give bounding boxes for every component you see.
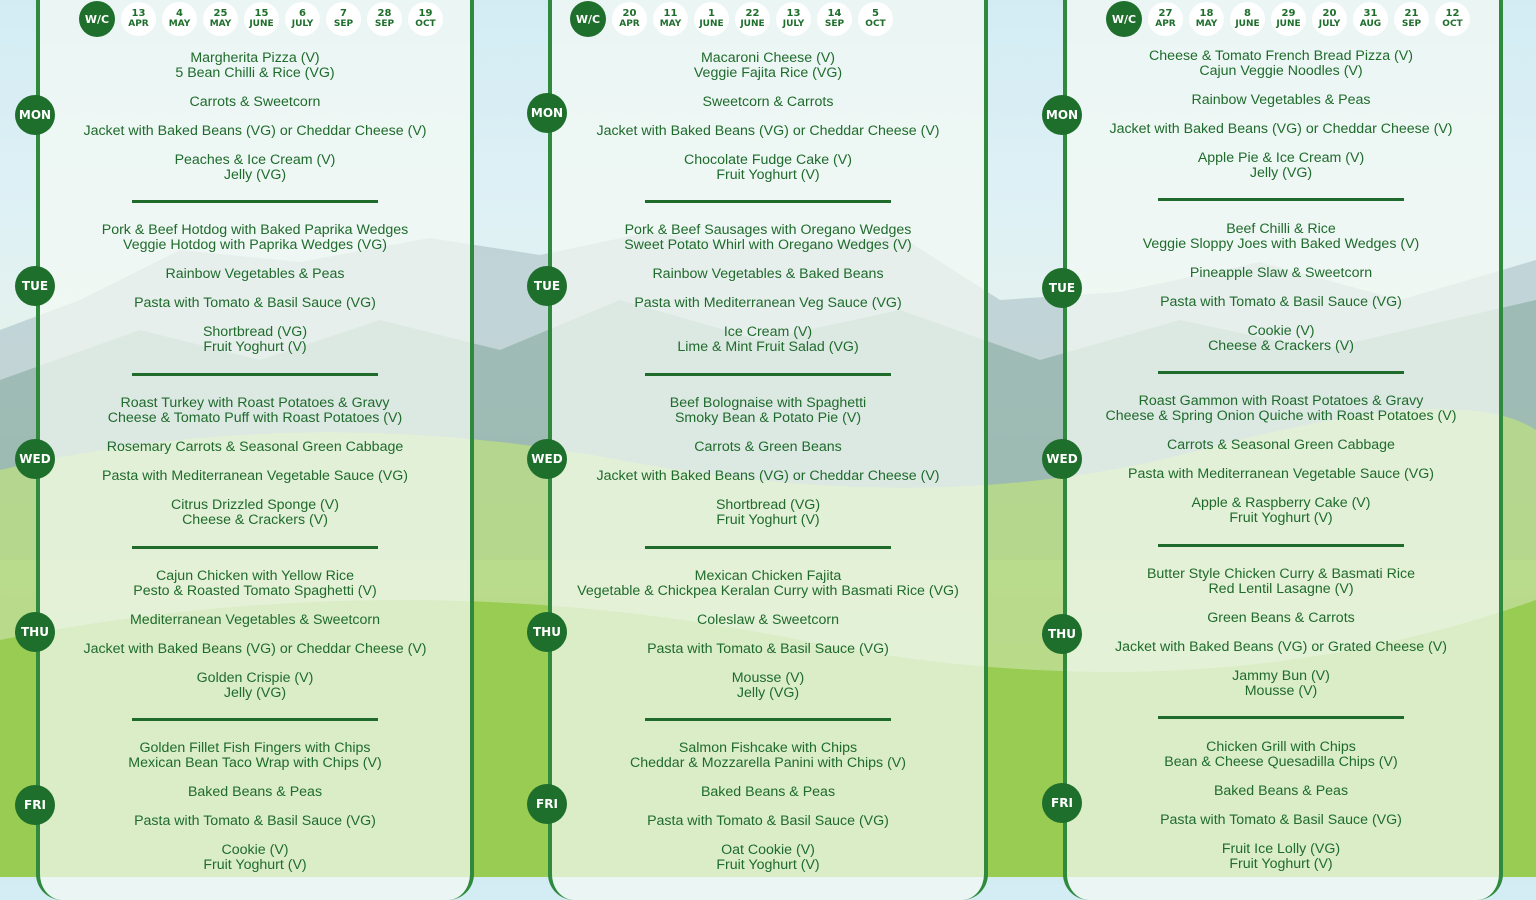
menu-item: Jelly (VG)	[223, 167, 287, 183]
menu-item: Oat Cookie (V)	[721, 842, 815, 858]
menu-item: Baked Beans & Peas	[1213, 783, 1349, 799]
menu-day-mon	[567, 51, 969, 183]
menu-item: Apple & Raspberry Cake (V)	[1191, 495, 1371, 511]
week-date	[694, 2, 729, 36]
divider	[132, 718, 378, 721]
menu-item: Shortbread (VG)	[715, 497, 821, 513]
menu-item: Jacket with Baked Beans (VG) or Cheddar Cheese (V)	[83, 123, 427, 139]
week-date	[203, 2, 238, 36]
menu-item: Bean & Cheese Quesadilla Chips (V)	[1164, 754, 1398, 770]
menu-item: Fruit Yoghurt (V)	[716, 512, 820, 528]
date-month: JULY	[782, 19, 805, 29]
menu-item: Cajun Veggie Noodles (V)	[1199, 63, 1363, 79]
menu-item: Pineapple Slaw & Sweetcorn	[1189, 265, 1373, 281]
week-commencing-row-1	[79, 1, 449, 37]
menu-item: Pasta with Tomato & Basil Sauce (VG)	[134, 295, 376, 311]
menu-item: Coleslaw & Sweetcorn	[697, 612, 839, 628]
date-month: SEP	[374, 19, 395, 29]
date-day: 25	[213, 8, 228, 19]
divider	[1158, 716, 1404, 719]
date-day: 11	[663, 8, 678, 19]
menu-day-mon	[60, 51, 450, 183]
date-day: 6	[299, 8, 306, 19]
menu-item: 5 Bean Chilli & Rice (VG)	[175, 65, 335, 81]
menu-item: Shortbread (VG)	[202, 324, 308, 340]
day-badge-wed: WED	[1042, 439, 1082, 479]
date-day: 13	[131, 8, 146, 19]
menu-item: Margherita Pizza (V)	[190, 50, 320, 66]
menu-item: Lime & Mint Fruit Salad (VG)	[677, 339, 859, 355]
menu-item: Pasta with Mediterranean Veg Sauce (VG)	[634, 295, 902, 311]
week-date	[367, 2, 402, 36]
menu-item: Cookie (V)	[221, 842, 289, 858]
menu-item: Sweetcorn & Carrots	[702, 94, 834, 110]
date-day: 15	[254, 8, 269, 19]
menu-item: Pasta with Mediterranean Vegetable Sauce (VG)	[1128, 466, 1434, 482]
week-date	[1394, 2, 1429, 36]
menu-item: Chocolate Fudge Cake (V)	[684, 152, 852, 168]
week-date	[858, 2, 893, 36]
day-badge-thu: THU	[1042, 614, 1082, 654]
divider	[645, 718, 891, 721]
menu-item: Jacket with Baked Beans (VG) or Cheddar Cheese (V)	[1109, 121, 1453, 137]
menu-item: Jammy Bun (V)	[1232, 668, 1330, 684]
menu-item: Pasta with Tomato & Basil Sauce (VG)	[134, 813, 376, 829]
menu-item: Pesto & Roasted Tomato Spaghetti (V)	[133, 583, 377, 599]
week-date	[1148, 2, 1183, 36]
menu-day-fri	[1081, 740, 1481, 872]
date-month: JULY	[1318, 19, 1341, 29]
menu-item: Veggie Sloppy Joes with Baked Wedges (V)	[1142, 236, 1420, 252]
date-day: 29	[1281, 8, 1296, 19]
day-badge-wed: WED	[15, 439, 55, 479]
menu-day-thu	[567, 569, 969, 701]
day-badge-wed: WED	[527, 439, 567, 479]
day-badge-fri: FRI	[15, 785, 55, 825]
date-month: APR	[619, 19, 640, 29]
menu-item: Cheddar & Mozzarella Panini with Chips (V)	[630, 755, 906, 771]
week-date	[1312, 2, 1347, 36]
menu-day-wed	[1081, 394, 1481, 526]
divider	[1158, 371, 1404, 374]
menu-day-wed	[567, 396, 969, 528]
date-month: APR	[128, 19, 149, 29]
menu-item: Baked Beans & Peas	[700, 784, 836, 800]
menu-day-tue	[1081, 222, 1481, 354]
menu-item: Sweet Potato Whirl with Oregano Wedges (V)	[624, 237, 912, 253]
week-date	[326, 2, 361, 36]
divider	[132, 546, 378, 549]
date-month: AUG	[1359, 19, 1382, 29]
menu-item: Rainbow Vegetables & Peas	[165, 266, 345, 282]
menu-item: Citrus Drizzled Sponge (V)	[171, 497, 339, 513]
day-badge-thu: THU	[15, 612, 55, 652]
menu-item: Jacket with Baked Beans (VG) or Cheddar Cheese (V)	[596, 123, 940, 139]
date-day: 28	[377, 8, 392, 19]
date-month: MAY	[209, 19, 232, 29]
menu-item: Chicken Grill with Chips	[1206, 739, 1356, 755]
menu-item: Jelly (VG)	[736, 685, 800, 701]
week-date	[285, 2, 320, 36]
date-month: JUNE	[740, 19, 765, 29]
date-day: 13	[786, 8, 801, 19]
menu-item: Salmon Fishcake with Chips	[678, 740, 858, 756]
week-date	[1353, 2, 1388, 36]
week-commencing-row-3	[1106, 1, 1476, 37]
date-month: SEP	[1401, 19, 1422, 29]
menu-item: Baked Beans & Peas	[187, 784, 323, 800]
date-day: 27	[1158, 8, 1173, 19]
week-date	[1230, 2, 1265, 36]
menu-day-tue	[567, 223, 969, 355]
menu-day-wed	[60, 396, 450, 528]
menu-item: Fruit Yoghurt (V)	[203, 339, 307, 355]
menu-item: Veggie Fajita Rice (VG)	[693, 65, 843, 81]
date-day: 8	[1244, 8, 1251, 19]
date-month: JUNE	[1276, 19, 1301, 29]
date-month: SEP	[333, 19, 354, 29]
date-month: MAY	[168, 19, 191, 29]
day-badge-mon: MON	[15, 95, 55, 135]
menu-item: Red Lentil Lasagne (V)	[1208, 581, 1354, 597]
week-date	[735, 2, 770, 36]
menu-item: Jacket with Baked Beans (VG) or Grated Cheese (V)	[1115, 639, 1447, 655]
date-day: 22	[745, 8, 760, 19]
menu-item: Peaches & Ice Cream (V)	[174, 152, 336, 168]
divider	[1158, 198, 1404, 201]
day-badge-fri: FRI	[1042, 783, 1082, 823]
date-day: 12	[1445, 8, 1460, 19]
date-month: OCT	[865, 19, 886, 29]
menu-item: Cajun Chicken with Yellow Rice	[156, 568, 354, 584]
week-date	[121, 2, 156, 36]
day-badge-tue: TUE	[15, 266, 55, 306]
day-badge-mon: MON	[527, 93, 567, 133]
week-date	[244, 2, 279, 36]
week-date	[612, 2, 647, 36]
menu-item: Jelly (VG)	[1249, 165, 1313, 181]
divider	[645, 546, 891, 549]
menu-item: Pasta with Tomato & Basil Sauce (VG)	[1160, 294, 1402, 310]
date-month: OCT	[1442, 19, 1463, 29]
date-day: 4	[176, 8, 183, 19]
date-day: 19	[418, 8, 433, 19]
menu-item: Cheese & Spring Onion Quiche with Roast Potatoes (V)	[1105, 408, 1457, 424]
menu-item: Macaroni Cheese (V)	[700, 50, 836, 66]
menu-item: Cheese & Crackers (V)	[182, 512, 328, 528]
date-day: 1	[708, 8, 715, 19]
week-date	[817, 2, 852, 36]
wc-badge: W/C	[570, 1, 606, 37]
menu-item: Fruit Ice Lolly (VG)	[1221, 841, 1341, 857]
menu-item: Golden Crispie (V)	[196, 670, 314, 686]
date-day: 14	[827, 8, 842, 19]
menu-item: Jelly (VG)	[223, 685, 287, 701]
date-day: 31	[1363, 8, 1378, 19]
date-month: JUNE	[699, 19, 724, 29]
menu-day-thu	[60, 569, 450, 701]
menu-item: Pork & Beef Sausages with Oregano Wedges	[624, 222, 912, 238]
menu-item: Mexican Chicken Fajita	[694, 568, 842, 584]
day-badge-mon: MON	[1042, 95, 1082, 135]
menu-item: Rainbow Vegetables & Baked Beans	[652, 266, 884, 282]
menu-item: Mediterranean Vegetables & Sweetcorn	[129, 612, 380, 628]
menu-item: Rosemary Carrots & Seasonal Green Cabbage	[106, 439, 404, 455]
divider	[645, 200, 891, 203]
menu-day-fri	[60, 741, 450, 873]
date-month: JULY	[291, 19, 314, 29]
menu-item: Green Beans & Carrots	[1207, 610, 1355, 626]
date-day: 20	[622, 8, 637, 19]
menu-day-tue	[60, 223, 450, 355]
week-date	[162, 2, 197, 36]
week-date	[653, 2, 688, 36]
week-commencing-row-2	[570, 1, 899, 37]
date-month: APR	[1155, 19, 1176, 29]
menu-item: Fruit Yoghurt (V)	[716, 167, 820, 183]
menu-item: Veggie Hotdog with Paprika Wedges (VG)	[123, 237, 387, 253]
date-month: JUNE	[1235, 19, 1260, 29]
menu-item: Pork & Beef Hotdog with Baked Paprika Wedges	[101, 222, 409, 238]
date-month: OCT	[415, 19, 436, 29]
date-day: 20	[1322, 8, 1337, 19]
day-badge-tue: TUE	[527, 266, 567, 306]
divider	[132, 373, 378, 376]
menu-item: Cookie (V)	[1247, 323, 1315, 339]
menu-item: Butter Style Chicken Curry & Basmati Rice	[1146, 566, 1416, 582]
day-badge-fri: FRI	[527, 784, 567, 824]
date-month: SEP	[824, 19, 845, 29]
divider	[645, 373, 891, 376]
date-month: MAY	[659, 19, 682, 29]
menu-item: Mexican Bean Taco Wrap with Chips (V)	[128, 755, 382, 771]
menu-item: Beef Chilli & Rice	[1226, 221, 1336, 237]
menu-item: Vegetable & Chickpea Keralan Curry with Basmati Rice (VG)	[577, 583, 959, 599]
menu-item: Pasta with Mediterranean Vegetable Sauce (VG)	[102, 468, 408, 484]
menu-item: Ice Cream (V)	[723, 324, 813, 340]
date-day: 7	[340, 8, 347, 19]
menu-item: Fruit Yoghurt (V)	[716, 857, 820, 873]
menu-item: Jacket with Baked Beans (VG) or Cheddar Cheese (V)	[83, 641, 427, 657]
menu-item: Cheese & Crackers (V)	[1208, 338, 1354, 354]
menu-item: Beef Bolognaise with Spaghetti	[669, 395, 867, 411]
menu-item: Smoky Bean & Potato Pie (V)	[674, 410, 862, 426]
menu-item: Carrots & Green Beans	[694, 439, 842, 455]
menu-item: Roast Gammon with Roast Potatoes & Gravy	[1138, 393, 1424, 409]
date-month: MAY	[1195, 19, 1218, 29]
menu-item: Fruit Yoghurt (V)	[203, 857, 307, 873]
wc-badge: W/C	[79, 1, 115, 37]
menu-item: Jacket with Baked Beans (VG) or Cheddar Cheese (V)	[596, 468, 940, 484]
day-badge-thu: THU	[527, 612, 567, 652]
menu-item: Pasta with Tomato & Basil Sauce (VG)	[1160, 812, 1402, 828]
menu-item: Mousse (V)	[731, 670, 805, 686]
week-date	[1271, 2, 1306, 36]
menu-item: Cheese & Tomato Puff with Roast Potatoes (V)	[107, 410, 403, 426]
date-day: 21	[1404, 8, 1419, 19]
date-day: 18	[1199, 8, 1214, 19]
menu-day-mon	[1081, 49, 1481, 181]
menu-item: Roast Turkey with Roast Potatoes & Gravy	[120, 395, 390, 411]
divider	[1158, 544, 1404, 547]
week-date	[1189, 2, 1224, 36]
menu-item: Mousse (V)	[1244, 683, 1318, 699]
divider	[132, 200, 378, 203]
menu-item: Carrots & Sweetcorn	[189, 94, 321, 110]
date-day: 5	[872, 8, 879, 19]
menu-item: Apple Pie & Ice Cream (V)	[1197, 150, 1365, 166]
menu-item: Pasta with Tomato & Basil Sauce (VG)	[647, 813, 889, 829]
menu-item: Golden Fillet Fish Fingers with Chips	[139, 740, 371, 756]
wc-badge: W/C	[1106, 1, 1142, 37]
menu-item: Rainbow Vegetables & Peas	[1191, 92, 1371, 108]
week-date	[1435, 2, 1470, 36]
menu-day-fri	[567, 741, 969, 873]
date-month: JUNE	[249, 19, 274, 29]
menu-item: Fruit Yoghurt (V)	[1229, 510, 1333, 526]
week-date	[408, 2, 443, 36]
day-badge-tue: TUE	[1042, 268, 1082, 308]
week-date	[776, 2, 811, 36]
menu-item: Cheese & Tomato French Bread Pizza (V)	[1149, 48, 1413, 64]
menu-item: Carrots & Seasonal Green Cabbage	[1167, 437, 1395, 453]
menu-item: Fruit Yoghurt (V)	[1229, 856, 1333, 872]
menu-item: Pasta with Tomato & Basil Sauce (VG)	[647, 641, 889, 657]
menu-day-thu	[1081, 567, 1481, 699]
